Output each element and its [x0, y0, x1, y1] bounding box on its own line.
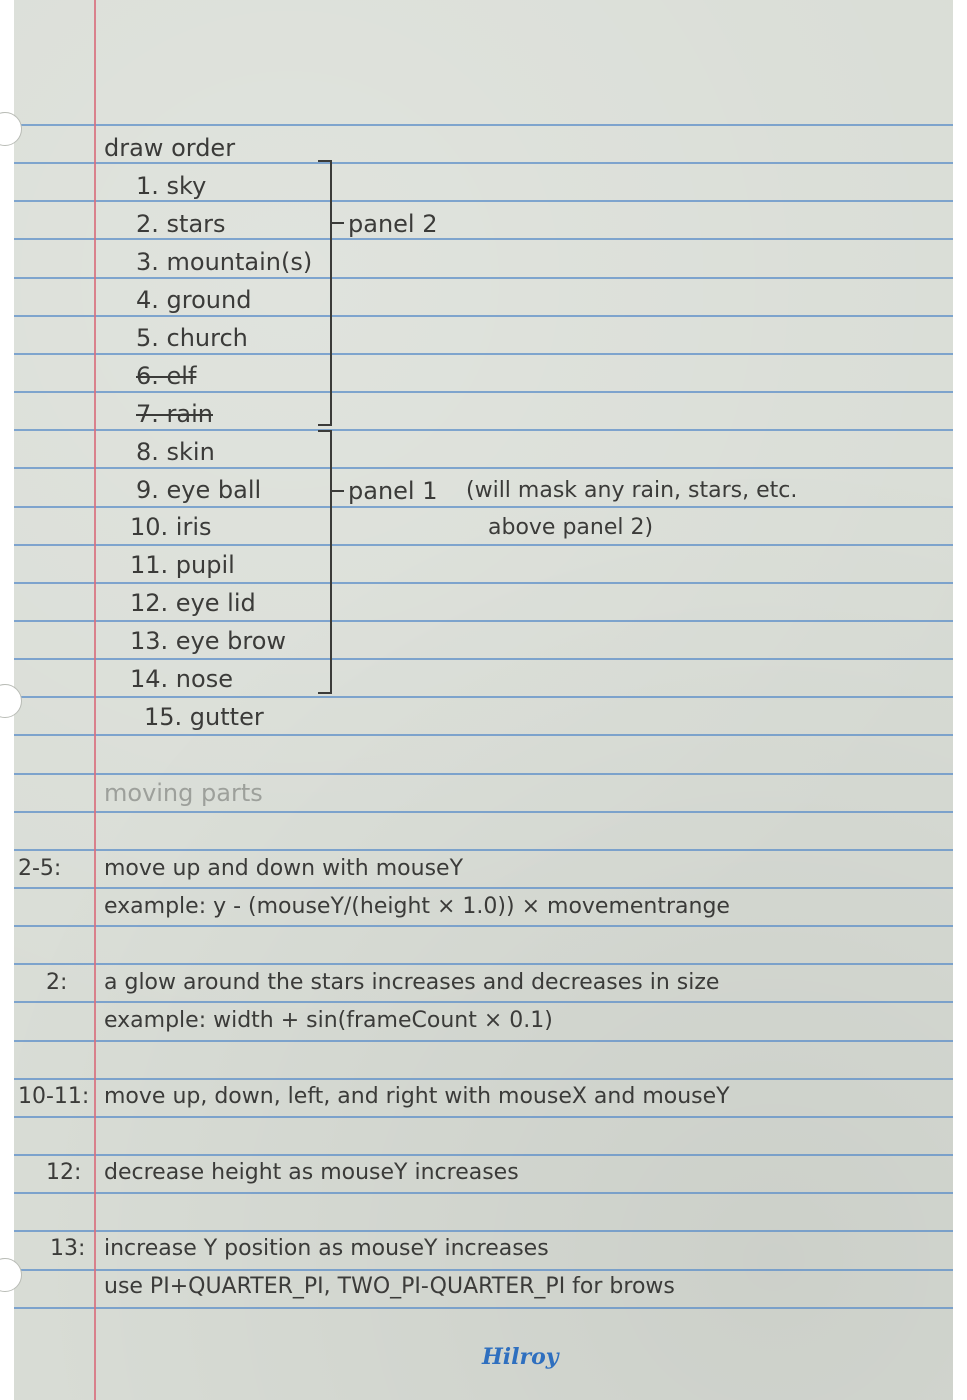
ruled-line — [14, 124, 954, 126]
note-label: 2-5: — [18, 856, 62, 881]
note-text: move up and down with mouseY — [104, 856, 464, 881]
punch-hole-top — [0, 112, 22, 146]
panel-2-label: panel 2 — [348, 210, 438, 238]
ruled-line — [14, 238, 954, 240]
list-item-struck: 7. rain — [136, 400, 213, 428]
list-item: 14. nose — [130, 665, 233, 693]
ruled-line — [14, 582, 954, 584]
ruled-line — [14, 773, 954, 775]
list-item: 10. iris — [130, 513, 212, 541]
punch-hole-bottom — [0, 1258, 22, 1292]
list-item: 3. mountain(s) — [136, 248, 313, 276]
ruled-line — [14, 429, 954, 431]
panel-1-label: panel 1 — [348, 477, 438, 505]
ruled-line — [14, 315, 954, 317]
note-label: 2: — [46, 970, 68, 995]
list-item-struck: 6. elf — [136, 362, 197, 390]
ruled-line — [14, 696, 954, 698]
list-item: 12. eye lid — [130, 589, 256, 617]
margin-line — [94, 0, 96, 1400]
ruled-line — [14, 544, 954, 546]
list-item: 9. eye ball — [136, 476, 262, 504]
ruled-line — [14, 1307, 954, 1309]
ruled-line — [14, 1154, 954, 1156]
ruled-line — [14, 1230, 954, 1232]
panel-1-bracket — [318, 430, 332, 694]
bracket-tick — [330, 490, 344, 492]
ruled-line — [14, 1001, 954, 1003]
list-item: 11. pupil — [130, 551, 235, 579]
note-label: 12: — [46, 1160, 82, 1185]
list-item: 13. eye brow — [130, 627, 287, 655]
ruled-line — [14, 620, 954, 622]
moving-parts-heading: moving parts — [104, 779, 263, 807]
note-text: example: width + sin(frameCount × 0.1) — [104, 1008, 553, 1033]
ruled-line — [14, 506, 954, 508]
ruled-line — [14, 1269, 954, 1271]
ruled-line — [14, 353, 954, 355]
brand-logo: Hilroy — [482, 1344, 559, 1370]
note-label: 10-11: — [18, 1084, 90, 1109]
panel-2-bracket — [318, 160, 332, 426]
list-item: 2. stars — [136, 210, 226, 238]
panel-1-note: above panel 2) — [488, 515, 654, 540]
list-item: 8. skin — [136, 438, 215, 466]
ruled-line — [14, 200, 954, 202]
ruled-line — [14, 1078, 954, 1080]
ruled-line — [14, 811, 954, 813]
ruled-line — [14, 277, 954, 279]
ruled-line — [14, 849, 954, 851]
note-text: increase Y position as mouseY increases — [104, 1236, 549, 1261]
note-text: move up, down, left, and right with mouseX and mouseY — [104, 1084, 730, 1109]
bracket-tick — [330, 222, 344, 224]
ruled-line — [14, 887, 954, 889]
draw-order-heading: draw order — [104, 134, 236, 162]
list-item: 5. church — [136, 324, 248, 352]
note-text: a glow around the stars increases and decreases in size — [104, 970, 720, 995]
list-item: 15. gutter — [144, 703, 264, 731]
panel-1-note: (will mask any rain, stars, etc. — [466, 478, 798, 503]
note-text: decrease height as mouseY increases — [104, 1160, 519, 1185]
note-label: 13: — [50, 1236, 86, 1261]
ruled-line — [14, 162, 954, 164]
list-item: 4. ground — [136, 286, 252, 314]
list-item: 1. sky — [136, 172, 207, 200]
ruled-line — [14, 963, 954, 965]
ruled-line — [14, 734, 954, 736]
ruled-line — [14, 467, 954, 469]
ruled-line — [14, 658, 954, 660]
ruled-line — [14, 391, 954, 393]
ruled-line — [14, 1116, 954, 1118]
note-text: use PI+QUARTER_PI, TWO_PI-QUARTER_PI for brows — [104, 1274, 675, 1299]
ruled-line — [14, 1040, 954, 1042]
punch-hole-middle — [0, 684, 22, 718]
ruled-line — [14, 1192, 954, 1194]
right-edge — [953, 0, 967, 1400]
ruled-line — [14, 925, 954, 927]
note-text: example: y - (mouseY/(height × 1.0)) × movementrange — [104, 894, 730, 919]
